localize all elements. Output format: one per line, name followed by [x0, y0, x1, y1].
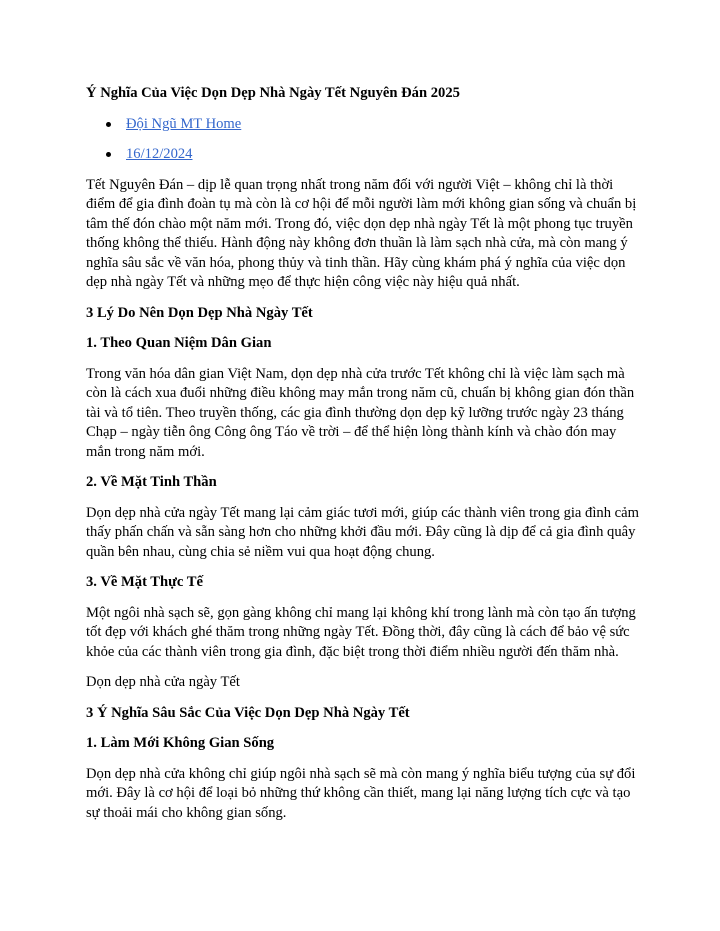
date-link[interactable]: 16/12/2024	[126, 146, 193, 162]
section-heading: 3 Ý Nghĩa Sâu Sắc Của Việc Dọn Dẹp Nhà Ngày Tết	[86, 704, 410, 721]
bullet-icon	[106, 152, 111, 157]
author-item	[86, 115, 642, 135]
date-item	[86, 145, 642, 165]
intro-paragraph: Tết Nguyên Đán – dịp lễ quan trọng nhất trong năm đối với người Việt – không chỉ là thời điểm để gia đình đoàn tụ mà còn là cơ hội để mỗi người làm mới không gian sống và chuẩn bị tâm thế đón chào một năm mới. Trong đó, việc dọn dẹp nhà ngày Tết là một phong tục truyền thống không thể thiếu. Hành động này không đơn thuần là làm sạch nhà cửa, mà còn mang ý nghĩa sâu sắc về văn hóa, phong thủy và tinh thần. Hãy cùng khám phá ý nghĩa của việc dọn dẹp nhà ngày Tết và những mẹo để thực hiện công việc này hiệu quả nhất.	[86, 176, 637, 290]
bullet-icon	[106, 122, 111, 127]
subsection-heading: 3. Về Mặt Thực Tế	[86, 574, 203, 590]
image-caption: Dọn dẹp nhà cửa ngày Tết	[86, 674, 240, 690]
subsection-heading: 2. Về Mặt Tinh Thần	[86, 474, 217, 490]
subsection-paragraph: Dọn dẹp nhà cửa ngày Tết mang lại cảm giác tươi mới, giúp các thành viên trong gia đình cảm thấy phấn chấn và sẵn sàng hơn cho những khởi đầu mới. Đây cũng là dịp để cả gia đình quây quần bên nhau, cùng chia sẻ niềm vui qua hoạt động chung.	[86, 504, 639, 560]
author-link[interactable]: Đội Ngũ MT Home	[126, 115, 242, 132]
subsection-paragraph: Dọn dẹp nhà cửa không chỉ giúp ngôi nhà sạch sẽ mà còn mang ý nghĩa biểu tượng của sự đổi mới. Đây là cơ hội để loại bỏ những thứ không cần thiết, mang lại năng lượng tích cực và tạo sự thoải mái cho không gian sống.	[86, 765, 636, 821]
article	[86, 84, 642, 834]
subsection-paragraph: Một ngôi nhà sạch sẽ, gọn gàng không chỉ mang lại không khí trong lành mà còn tạo ấn tượng tốt đẹp với khách ghé thăm trong những ngày Tết. Đồng thời, đây cũng là cách để bảo vệ sức khỏe của các thành viên trong gia đình, đặc biệt trong thời điểm nhiều người đến thăm nhà.	[86, 604, 636, 660]
subsection-heading: 1. Theo Quan Niệm Dân Gian	[86, 335, 272, 351]
subsection-heading: 1. Làm Mới Không Gian Sống	[86, 735, 275, 751]
subsection-paragraph: Trong văn hóa dân gian Việt Nam, dọn dẹp nhà cửa trước Tết không chỉ là việc làm sạch mà còn là cách xua đuổi những điều không may mắn trong năm cũ, chuẩn bị không gian đón thần tài và tổ tiên. Theo truyền thống, các gia đình thường dọn dẹp kỹ lưỡng trước ngày 23 tháng Chạp – ngày tiễn ông Công ông Táo về trời – để thể hiện lòng thành kính và chào đón may mắn trong năm mới.	[86, 365, 635, 460]
article-title: Ý Nghĩa Của Việc Dọn Dẹp Nhà Ngày Tết Nguyên Đán 2025	[86, 85, 460, 101]
article-meta	[86, 115, 642, 165]
section-heading: 3 Lý Do Nên Dọn Dẹp Nhà Ngày Tết	[86, 304, 313, 321]
